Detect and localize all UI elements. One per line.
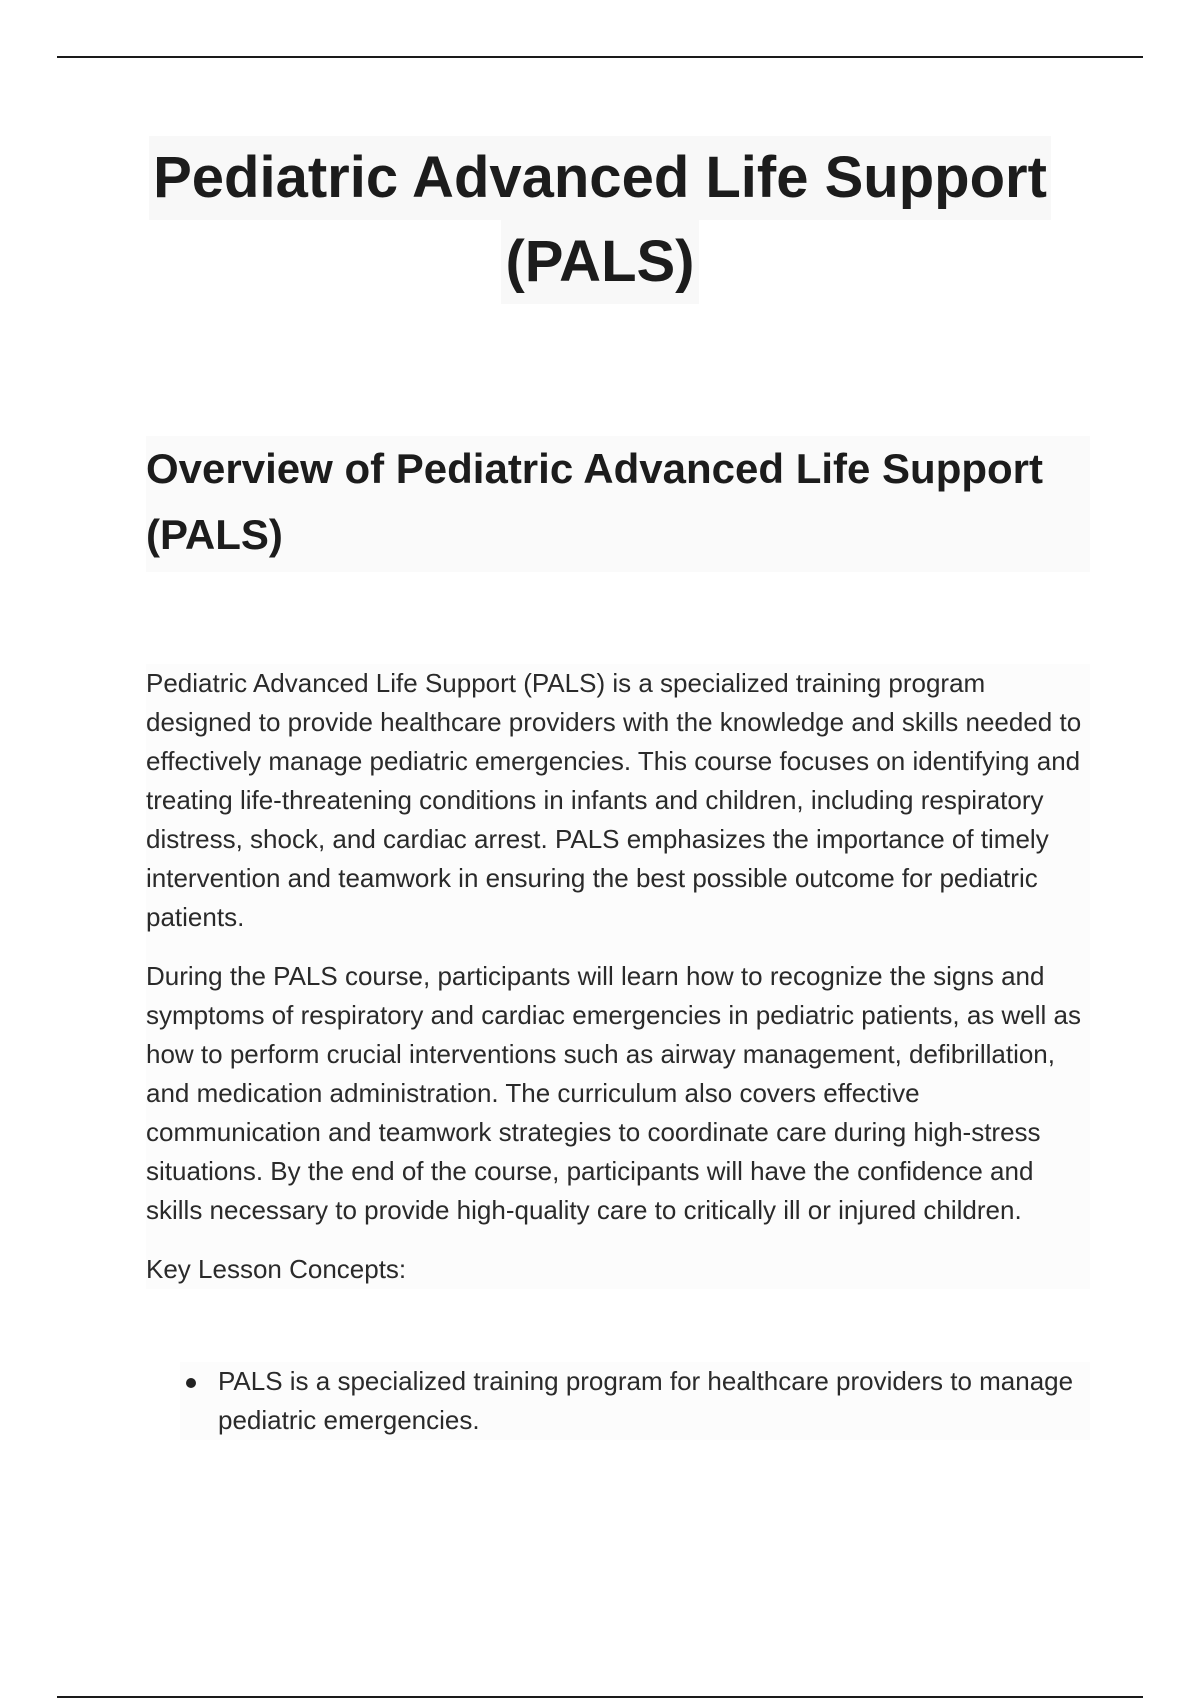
list-item-text: PALS is a specialized training program for healthcare providers to manage pediatric emergencies.	[218, 1366, 1074, 1435]
overview-paragraph-1: Pediatric Advanced Life Support (PALS) is a specialized training program designed to provide healthcare providers with the knowledge and skills needed to effectively manage pediatric emergencies. This course focuses on identifying and treating life-threatening conditions in infants and children, including respiratory distress, shock, and cardiac arrest. PALS emphasizes the importance of timely intervention and teamwork in ensuring the best possible outcome for pediatric patients.	[146, 668, 1082, 932]
key-concepts-label: Key Lesson Concepts:	[146, 1254, 407, 1284]
overview-body	[146, 664, 1090, 1289]
document-title-line-2: (PALS)	[501, 220, 698, 304]
document-title-line-1: Pediatric Advanced Life Support	[149, 136, 1051, 220]
key-concepts-list	[180, 1362, 1090, 1440]
section-heading: Overview of Pediatric Advanced Life Support (PALS)	[146, 436, 1090, 572]
bullet-icon	[186, 1378, 196, 1388]
top-rule	[57, 56, 1143, 58]
bottom-rule	[57, 1696, 1143, 1698]
list-item	[180, 1362, 1090, 1440]
overview-paragraph-2: During the PALS course, participants will learn how to recognize the signs and symptoms of respiratory and cardiac emergencies in pediatric patients, as well as how to perform crucial interventions such as airway management, defibrillation, and medication administration. The curriculum also covers effective communication and teamwork strategies to coordinate care during high-stress situations. By the end of the course, participants will have the confidence and skills necessary to provide high-quality care to critically ill or injured children.	[146, 961, 1081, 1225]
document-title	[100, 136, 1100, 304]
